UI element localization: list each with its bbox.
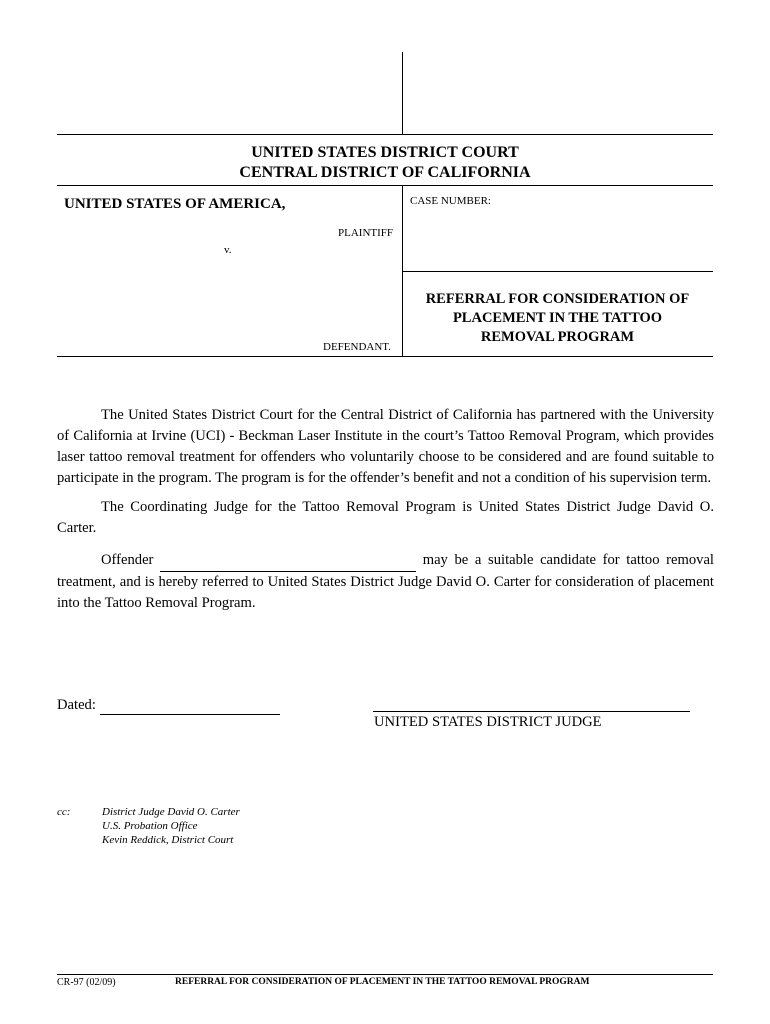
footer-form-title: REFERRAL FOR CONSIDERATION OF PLACEMENT IN THE TATTOO REMOVAL PROGRAM: [175, 977, 590, 987]
court-name-line2: CENTRAL DISTRICT OF CALIFORNIA: [239, 164, 531, 181]
paragraph-coordinating-judge: The Coordinating Judge for the Tattoo Removal Program is United States District Judge David O. Carter.: [57, 499, 714, 536]
case-number-bottom-rule: [402, 271, 713, 272]
caption-top-rule: [57, 185, 713, 186]
footer-rule: [57, 974, 713, 975]
referral-text: may be a suitable candidate for tattoo removal treatment, and is hereby referred to United States District Judge David O. Carter for consideration of placement into the Tattoo Removal Program.: [57, 552, 714, 611]
paragraph-partnership: The United States District Court for the Central District of California has partnered with the University of California at Irvine (UCI) - Beckman Laser Institute in the court’s Tattoo Removal Program, which provides laser tattoo removal treatment for offenders who voluntarily choose to be considered and are found suitable to participate in the program. The program is for the offender’s benefit and not a condition of his supervision term.: [57, 407, 714, 486]
defendant-label: DEFENDANT.: [323, 341, 391, 353]
plaintiff-name: UNITED STATES OF AMERICA,: [64, 196, 286, 212]
offender-name-field[interactable]: [160, 550, 416, 572]
document-title-line2: PLACEMENT IN THE TATTOO: [452, 310, 663, 326]
document-title-line3: REMOVAL PROGRAM: [480, 329, 635, 345]
dated-label: Dated:: [57, 697, 96, 713]
dated-row: [57, 697, 280, 715]
paragraph-offender-referral: [57, 550, 714, 614]
court-name-line1: UNITED STATES DISTRICT COURT: [251, 144, 519, 161]
offender-label: Offender: [101, 552, 154, 568]
form-number: CR-97 (02/09): [57, 977, 116, 988]
judge-signature-label: UNITED STATES DISTRICT JUDGE: [374, 714, 602, 730]
plaintiff-label: PLAINTIFF: [338, 227, 394, 239]
cc-recipient: District Judge David O. Carter: [102, 806, 240, 818]
cc-recipients: [102, 805, 240, 847]
document-title-line1: REFERRAL FOR CONSIDERATION OF: [425, 291, 690, 307]
case-number-label: CASE NUMBER:: [410, 195, 491, 207]
document-title: [402, 290, 713, 347]
cc-recipient: Kevin Reddick, District Court: [102, 834, 234, 846]
judge-signature-line[interactable]: [373, 711, 690, 712]
caption-bottom-rule: [57, 356, 713, 357]
cc-recipient: U.S. Probation Office: [102, 820, 198, 832]
cc-label: cc:: [57, 806, 71, 818]
header-top-rule: [57, 134, 713, 135]
versus-text: v.: [224, 244, 232, 256]
header-vertical-divider: [402, 52, 403, 134]
date-field[interactable]: [100, 697, 280, 715]
